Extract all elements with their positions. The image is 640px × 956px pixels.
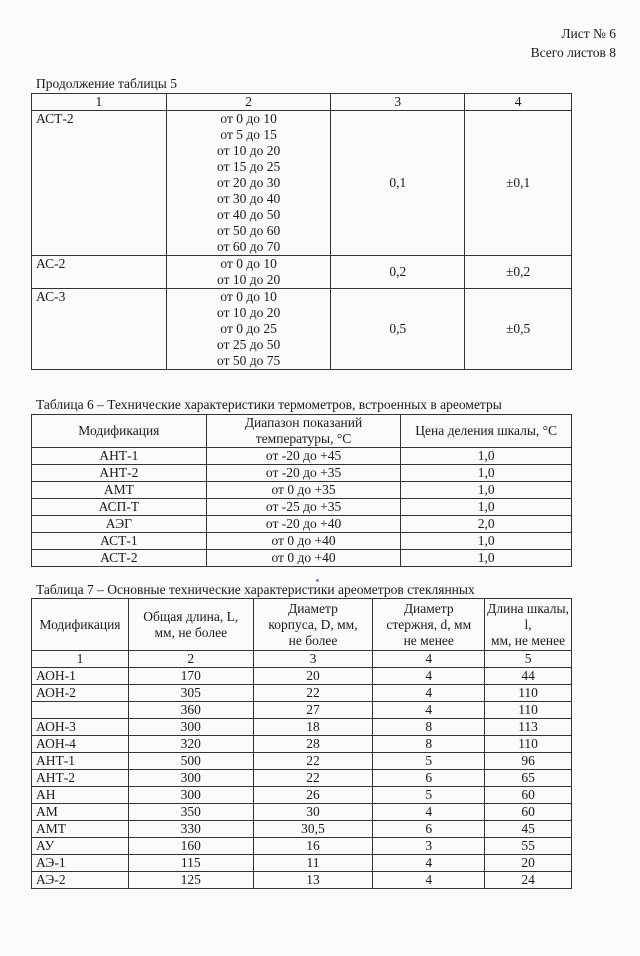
table6-header-cell [206,415,401,448]
range-line: от 40 до 50 [217,207,281,222]
table-row [32,668,572,685]
table6-caption: Таблица 6 – Технические характеристики термометров, встроенных в ареометры [36,397,502,412]
sheet-number: Лист № 6 [561,26,616,41]
sheet-info [531,24,616,62]
table5-header-cell: 1 [32,94,167,111]
table6-header-cell: Цена деления шкалы, °С [401,415,572,448]
range-line: от 0 до 25 [220,321,277,336]
value-cell: 110 [485,685,572,702]
value-cell: 4 [373,702,485,719]
range-line: от 20 до 30 [217,175,281,190]
table5 [31,93,572,370]
header-line: Длина шкалы, l, [487,600,569,632]
table-row [32,855,572,872]
table-row [32,821,572,838]
model-cell: АМ [32,804,129,821]
model-cell: АМТ [32,482,207,499]
header-line: Общая длина, L, [143,608,239,624]
table-row [32,804,572,821]
model-cell: АСТ-2 [32,111,167,256]
column-number: 3 [253,651,373,668]
value-cell: 1,0 [401,448,572,465]
value-cell: 28 [253,736,373,753]
value-cell: 22 [253,753,373,770]
value-cell: 300 [128,787,253,804]
table-row [32,516,572,533]
value-cell: 8 [373,736,485,753]
header-line: температуры, °С [255,431,352,446]
column-number: 5 [485,651,572,668]
model-cell: АЭ-1 [32,855,129,872]
table5-header-cell: 3 [331,94,465,111]
table-row [32,685,572,702]
column-number: 1 [32,651,129,668]
value-cell: 13 [253,872,373,889]
value-cell: 350 [128,804,253,821]
table5-header-cell: 2 [166,94,331,111]
value-cell: от -20 до +40 [206,516,401,533]
value-cell: от 0 до +35 [206,482,401,499]
header-line: Диаметр [403,600,454,616]
table-row [32,872,572,889]
value-cell: 300 [128,719,253,736]
value-cell: 6 [373,821,485,838]
column-number: 2 [128,651,253,668]
value-cell: от -25 до +35 [206,499,401,516]
model-cell: АСТ-2 [32,550,207,567]
model-cell: АН [32,787,129,804]
value-cell: 125 [128,872,253,889]
division-cell: 0,5 [331,289,465,370]
value-cell: 20 [485,855,572,872]
value-cell: 5 [373,787,485,804]
value-cell: 22 [253,770,373,787]
table-row [32,753,572,770]
value-cell: 5 [373,753,485,770]
range-line: от 0 до 10 [220,289,277,304]
table-row [32,550,572,567]
division-cell: 0,2 [331,256,465,289]
range-line: от 0 до 10 [220,256,277,271]
value-cell: 96 [485,753,572,770]
table7 [31,598,572,889]
table7-header-cell [485,599,572,651]
table6 [31,414,572,567]
table7-header-row [32,599,572,651]
model-cell: АУ [32,838,129,855]
error-cell: ±0,5 [465,289,572,370]
range-line: от 15 до 25 [217,159,281,174]
value-cell: 1,0 [401,533,572,550]
value-cell: 305 [128,685,253,702]
table7-header-cell [373,599,485,651]
value-cell: 4 [373,872,485,889]
range-line: от 60 до 70 [217,239,281,254]
value-cell: 27 [253,702,373,719]
value-cell: 18 [253,719,373,736]
range-line: от 5 до 15 [220,127,277,142]
value-cell: 1,0 [401,465,572,482]
table-row [32,499,572,516]
table5-header-row [32,94,572,111]
model-cell: АС-3 [32,289,167,370]
error-cell: ±0,1 [465,111,572,256]
value-cell: 16 [253,838,373,855]
value-cell: 360 [128,702,253,719]
model-cell: АМТ [32,821,129,838]
value-cell: 3 [373,838,485,855]
value-cell: 60 [485,787,572,804]
table5-caption: Продолжение таблицы 5 [36,76,177,91]
value-cell: 20 [253,668,373,685]
model-cell: АЭ-2 [32,872,129,889]
value-cell: 4 [373,668,485,685]
value-cell: 26 [253,787,373,804]
value-cell: 30 [253,804,373,821]
table-row [32,770,572,787]
model-cell: АОН-4 [32,736,129,753]
value-cell: 6 [373,770,485,787]
table-row [32,448,572,465]
table-row [32,838,572,855]
model-cell: АОН-1 [32,668,129,685]
value-cell: 1,0 [401,482,572,499]
model-cell: АНТ-2 [32,770,129,787]
value-cell: 8 [373,719,485,736]
value-cell: 300 [128,770,253,787]
header-line: стержня, d, мм [386,616,472,632]
table-row [32,482,572,499]
header-line: не менее [403,632,454,648]
value-cell: от -20 до +35 [206,465,401,482]
value-cell: 4 [373,804,485,821]
model-cell: АСТ-1 [32,533,207,550]
value-cell: 1,0 [401,499,572,516]
table-row [32,256,572,289]
column-number: 4 [373,651,485,668]
value-cell: 170 [128,668,253,685]
range-cell [166,256,331,289]
header-line: корпуса, D, мм, [268,616,358,632]
value-cell: 65 [485,770,572,787]
table7-header-cell [253,599,373,651]
table-row [32,289,572,370]
value-cell: 60 [485,804,572,821]
value-cell: 160 [128,838,253,855]
header-line: мм, не более [154,624,228,640]
table5-header-cell: 4 [465,94,572,111]
value-cell: 320 [128,736,253,753]
range-cell [166,289,331,370]
model-cell: АСП-Т [32,499,207,516]
table6-body [32,448,572,567]
range-line: от 50 до 75 [217,353,281,368]
range-line: от 10 до 20 [217,143,281,158]
value-cell: 44 [485,668,572,685]
division-cell: 0,1 [331,111,465,256]
value-cell: 110 [485,736,572,753]
model-cell [32,702,129,719]
range-line: от 50 до 60 [217,223,281,238]
model-cell: АС-2 [32,256,167,289]
error-cell: ±0,2 [465,256,572,289]
value-cell: 4 [373,685,485,702]
table6-header-cell: Модификация [32,415,207,448]
header-line: не более [288,632,338,648]
value-cell: 22 [253,685,373,702]
range-line: от 25 до 50 [217,337,281,352]
value-cell: 55 [485,838,572,855]
value-cell: 11 [253,855,373,872]
model-cell: АНТ-1 [32,448,207,465]
range-cell [166,111,331,256]
value-cell: 30,5 [253,821,373,838]
table-row [32,736,572,753]
value-cell: 110 [485,702,572,719]
value-cell: 500 [128,753,253,770]
model-cell: АОН-2 [32,685,129,702]
header-line: мм, не менее [490,632,566,648]
table-row [32,702,572,719]
table7-header-cell [32,599,129,651]
value-cell: 1,0 [401,550,572,567]
model-cell: АЭГ [32,516,207,533]
value-cell: 115 [128,855,253,872]
header-line: Модификация [39,616,121,632]
value-cell: 45 [485,821,572,838]
value-cell: 2,0 [401,516,572,533]
table7-body [32,668,572,889]
value-cell: от -20 до +45 [206,448,401,465]
table6-header-row [32,415,572,448]
value-cell: 24 [485,872,572,889]
value-cell: 113 [485,719,572,736]
table-row [32,533,572,550]
range-line: от 10 до 20 [217,272,281,287]
table-row [32,787,572,804]
table-row [32,719,572,736]
value-cell: от 0 до +40 [206,550,401,567]
table7-number-row [32,651,572,668]
table-row [32,465,572,482]
table7-header-cell [128,599,253,651]
value-cell: 330 [128,821,253,838]
sheet-total: Всего листов 8 [530,45,616,60]
table-row [32,111,572,256]
header-line: Диапазон показаний [244,415,363,430]
table7-caption: Таблица 7 – Основные технические характеристики ареометров стеклянных [36,582,475,597]
model-cell: АНТ-2 [32,465,207,482]
header-line: Диаметр [288,600,338,616]
range-line: от 30 до 40 [217,191,281,206]
range-line: от 0 до 10 [220,111,277,126]
value-cell: 4 [373,855,485,872]
model-cell: АНТ-1 [32,753,129,770]
model-cell: АОН-3 [32,719,129,736]
value-cell: от 0 до +40 [206,533,401,550]
range-line: от 10 до 20 [217,305,281,320]
